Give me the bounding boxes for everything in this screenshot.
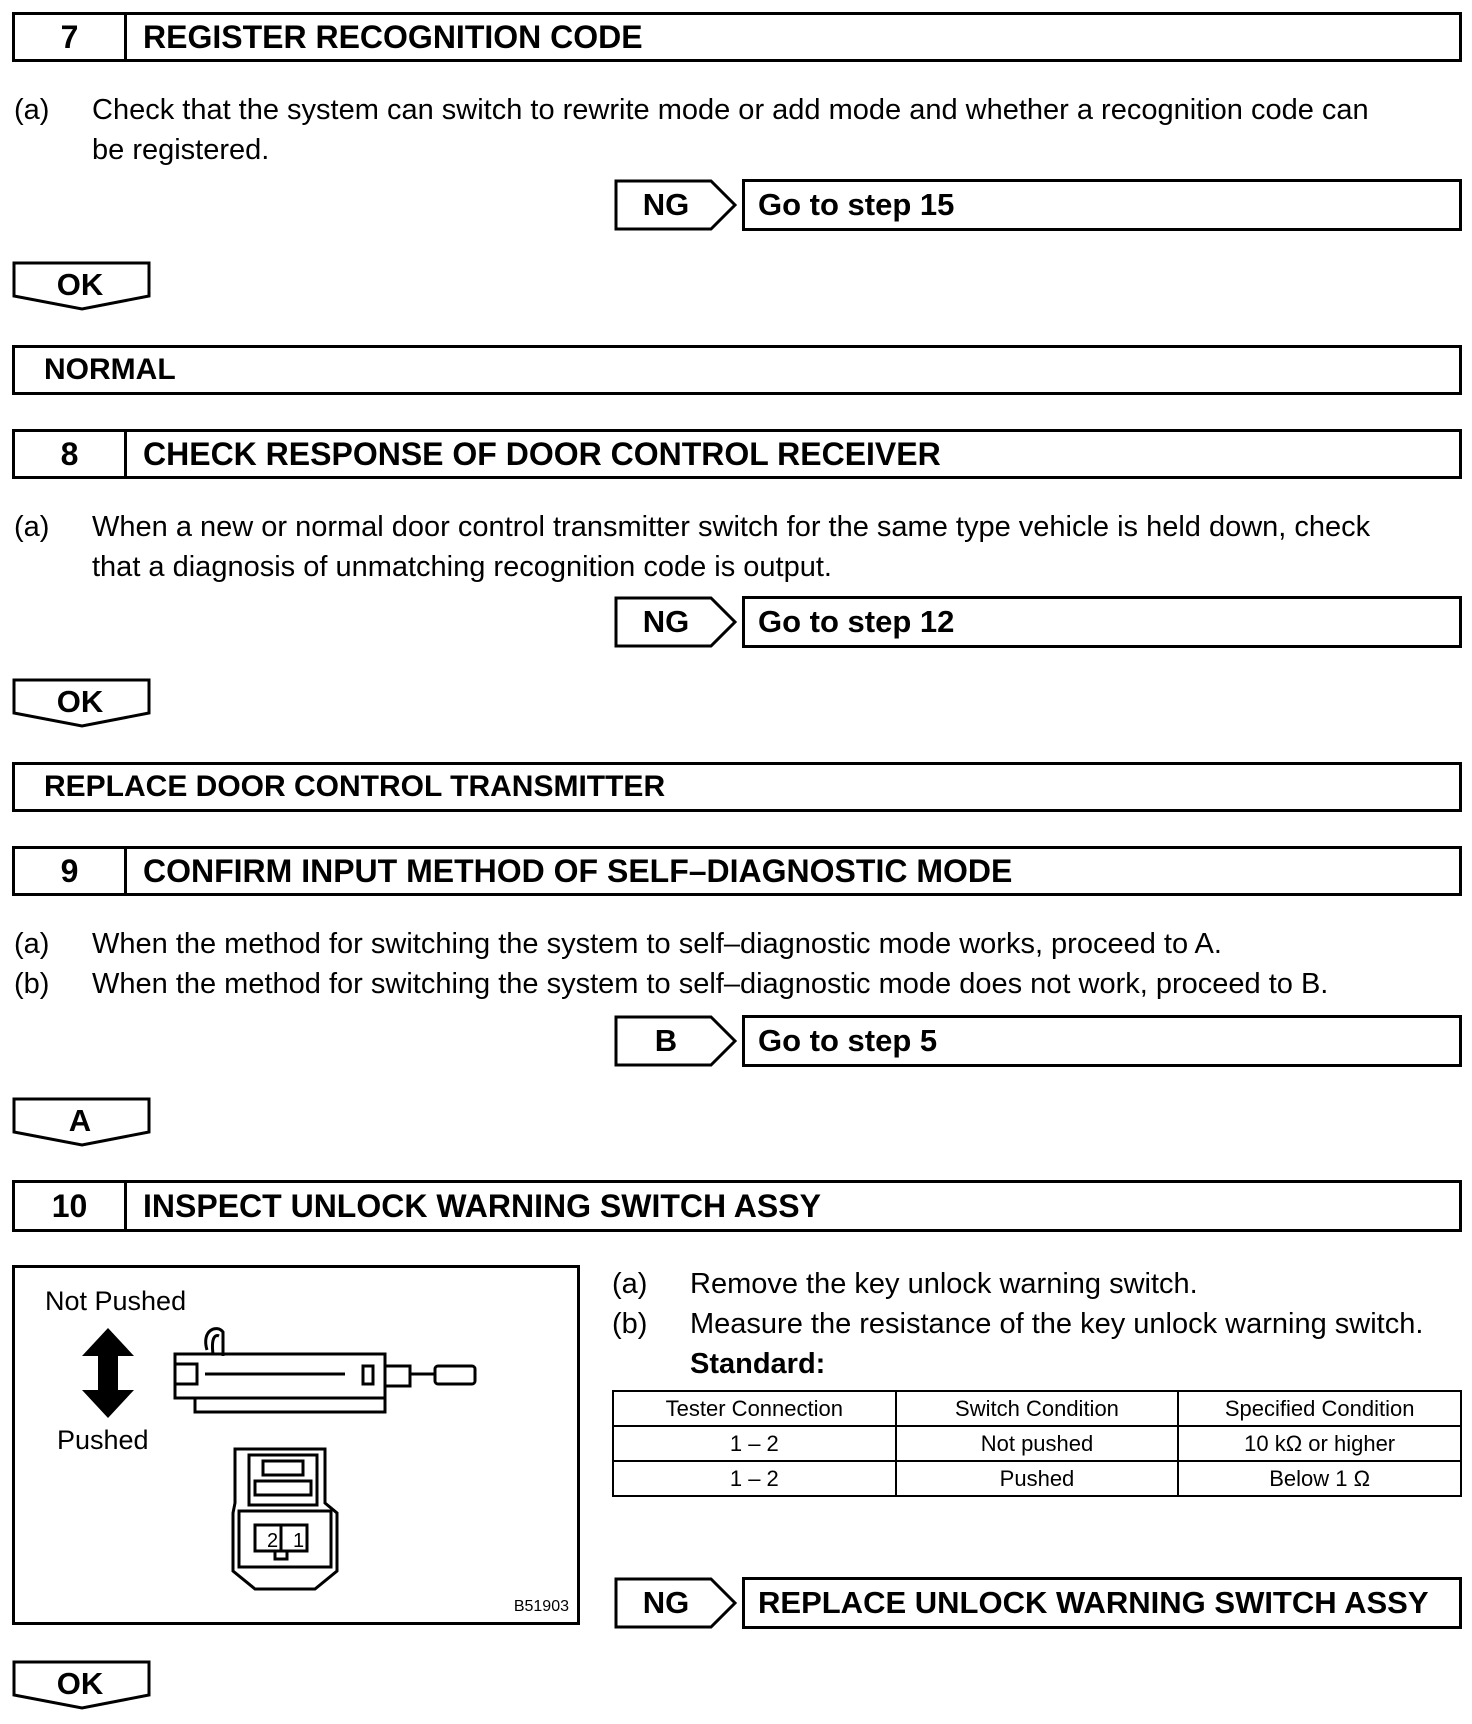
ok-badge [12, 261, 152, 313]
item-label: (a) [14, 511, 50, 543]
ng-destination [742, 1577, 1462, 1629]
result-label: B [654, 1023, 678, 1058]
item-label: (b) [14, 968, 50, 1000]
outcome-bar [12, 762, 1462, 812]
a-label: A [68, 1103, 92, 1138]
pin-1-label: 1 [293, 1530, 305, 1552]
a-badge [12, 1097, 152, 1149]
item-label: (b) [612, 1308, 648, 1340]
item-text: Measure the resistance of the key unlock warning switch. [690, 1308, 1424, 1340]
step-7-item-a [14, 90, 1462, 170]
step-8-header [12, 429, 1462, 479]
table-row [613, 1426, 1461, 1461]
step-9-header [12, 846, 1462, 896]
item-label: (a) [612, 1268, 648, 1300]
item-text-line: When a new or normal door control transmitter switch for the same type vehicle is held down, check [92, 511, 1371, 543]
ng-destination [742, 596, 1462, 648]
step-10-header [12, 1180, 1462, 1232]
step-title: CONFIRM INPUT METHOD OF SELF–DIAGNOSTIC MODE [143, 852, 1013, 889]
switch-figure [12, 1265, 580, 1625]
item-label: (a) [14, 928, 50, 960]
step-title: INSPECT UNLOCK WARNING SWITCH ASSY [143, 1187, 821, 1224]
connector-front-view-icon [225, 1443, 355, 1593]
spec-table [612, 1390, 1462, 1497]
double-arrow-icon [78, 1326, 138, 1421]
step-number: 7 [15, 15, 127, 59]
ng-result-arrow [614, 179, 738, 231]
item-label: (a) [14, 94, 50, 126]
figure-code: B51903 [513, 1598, 569, 1615]
outcome-text: NORMAL [44, 353, 176, 386]
table-header: Tester Connection [613, 1391, 896, 1426]
item-text-line: that a diagnosis of unmatching recognition code is output. [92, 551, 832, 583]
table-header: Switch Condition [896, 1391, 1179, 1426]
table-cell: Pushed [896, 1461, 1179, 1496]
item-text: Remove the key unlock warning switch. [690, 1268, 1198, 1300]
pin-2-label: 2 [267, 1530, 279, 1552]
ok-label: OK [56, 684, 104, 719]
table-cell: 1 – 2 [613, 1461, 896, 1496]
step-10-item-a [612, 1264, 1462, 1304]
outcome-text: REPLACE DOOR CONTROL TRANSMITTER [44, 770, 666, 803]
b-destination [742, 1015, 1462, 1067]
step-title: CHECK RESPONSE OF DOOR CONTROL RECEIVER [143, 435, 941, 472]
item-text-line: Check that the system can switch to rewrite mode or add mode and whether a recognition code can [92, 94, 1369, 126]
ok-label: OK [56, 267, 104, 302]
table-cell: Not pushed [896, 1426, 1179, 1461]
table-cell: 10 kΩ or higher [1178, 1426, 1461, 1461]
outcome-bar [12, 345, 1462, 395]
result-label: NG [642, 187, 690, 222]
table-cell: 1 – 2 [613, 1426, 896, 1461]
b-result-arrow [614, 1015, 738, 1067]
destination-text: Go to step 12 [758, 604, 955, 639]
switch-side-view-icon [165, 1318, 515, 1418]
ok-badge [12, 1660, 152, 1712]
table-cell: Below 1 Ω [1178, 1461, 1461, 1496]
step-title: REGISTER RECOGNITION CODE [143, 18, 643, 55]
step-number: 10 [15, 1183, 127, 1229]
ng-result-arrow [614, 596, 738, 648]
step-number: 8 [15, 432, 127, 476]
ng-result-arrow [614, 1577, 738, 1629]
destination-text: Go to step 15 [758, 187, 955, 222]
item-text [92, 507, 1462, 587]
table-header: Specified Condition [1178, 1391, 1461, 1426]
step-9-item-b [14, 964, 1462, 1004]
item-text [92, 90, 1462, 170]
step-9-item-a [14, 924, 1462, 964]
step-7-header [12, 12, 1462, 62]
pushed-label: Pushed [57, 1425, 149, 1455]
table-header-row [613, 1391, 1461, 1426]
item-text: When the method for switching the system to self–diagnostic mode works, proceed to A. [92, 928, 1222, 960]
destination-text: Go to step 5 [758, 1023, 938, 1058]
step-number: 9 [15, 849, 127, 893]
result-label: NG [642, 604, 690, 639]
item-text-line: be registered. [92, 134, 270, 166]
not-pushed-label: Not Pushed [45, 1286, 187, 1316]
ok-badge [12, 678, 152, 730]
destination-text: REPLACE UNLOCK WARNING SWITCH ASSY [758, 1585, 1429, 1620]
step-8-item-a [14, 507, 1462, 587]
table-row [613, 1461, 1461, 1496]
standard-label: Standard: [690, 1348, 826, 1380]
ok-label: OK [56, 1666, 104, 1701]
ng-destination [742, 179, 1462, 231]
step-10-item-b [612, 1304, 1462, 1344]
result-label: NG [642, 1585, 690, 1620]
item-text: When the method for switching the system to self–diagnostic mode does not work, proceed to B. [92, 968, 1329, 1000]
